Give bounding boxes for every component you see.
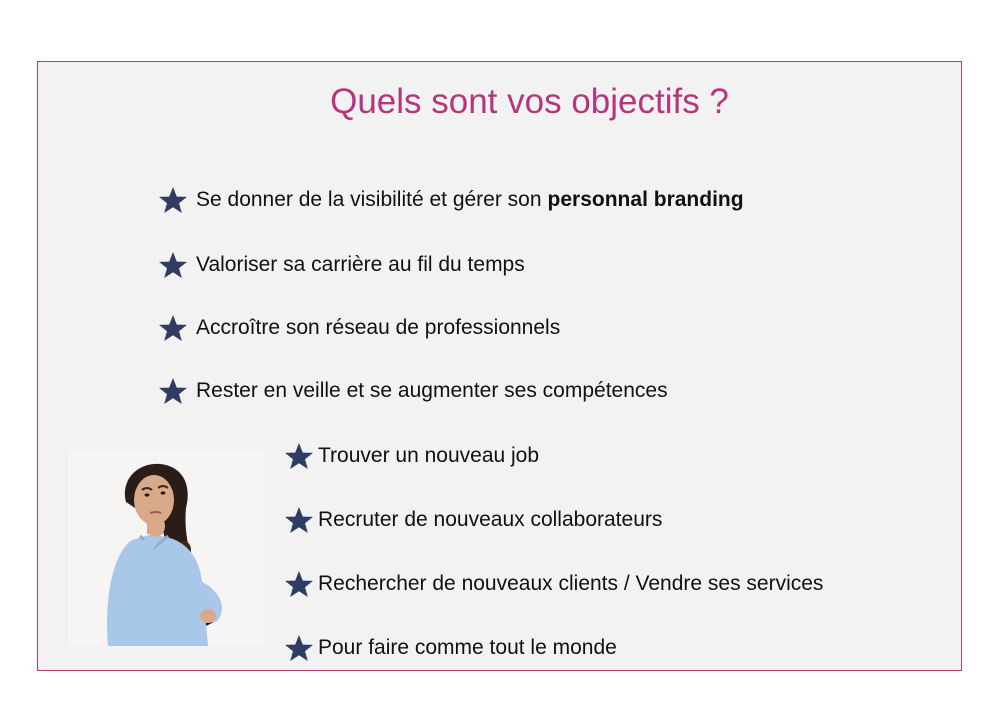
sub-bullet-text: Recruter de nouveaux collaborateurs — [318, 508, 663, 531]
sub-bullet-item — [284, 506, 662, 534]
sub-bullet-item — [284, 634, 617, 662]
bullet-text: Valoriser sa carrière au fil du temps — [196, 253, 525, 276]
bullet-item — [158, 186, 744, 214]
bullet-item — [158, 314, 560, 342]
sub-bullet-item — [284, 570, 823, 598]
bullet-item — [158, 377, 668, 405]
star-icon — [284, 442, 314, 470]
bullet-bold-text: personnal branding — [547, 188, 744, 211]
star-icon — [158, 377, 188, 405]
star-icon — [158, 251, 188, 279]
star-icon — [284, 570, 314, 598]
sub-bullet-text: Trouver un nouveau job — [318, 444, 540, 467]
thinking-woman-photo — [68, 450, 264, 646]
slide-frame — [37, 61, 962, 671]
bullet-text: Rester en veille et se augmenter ses compétences — [196, 379, 668, 402]
bullet-item — [158, 251, 525, 279]
bullet-text: Se donner de la visibilité et gérer son — [196, 188, 542, 211]
star-icon — [158, 186, 188, 214]
star-icon — [284, 634, 314, 662]
sub-bullet-text: Rechercher de nouveaux clients / Vendre ses services — [318, 572, 824, 595]
sub-bullet-text: Pour faire comme tout le monde — [318, 636, 617, 659]
sub-bullet-item — [284, 442, 539, 470]
bullet-text: Accroître son réseau de professionnels — [196, 316, 561, 339]
slide-title: Quels sont vos objectifs ? — [330, 82, 729, 121]
star-icon — [158, 314, 188, 342]
star-icon — [284, 506, 314, 534]
